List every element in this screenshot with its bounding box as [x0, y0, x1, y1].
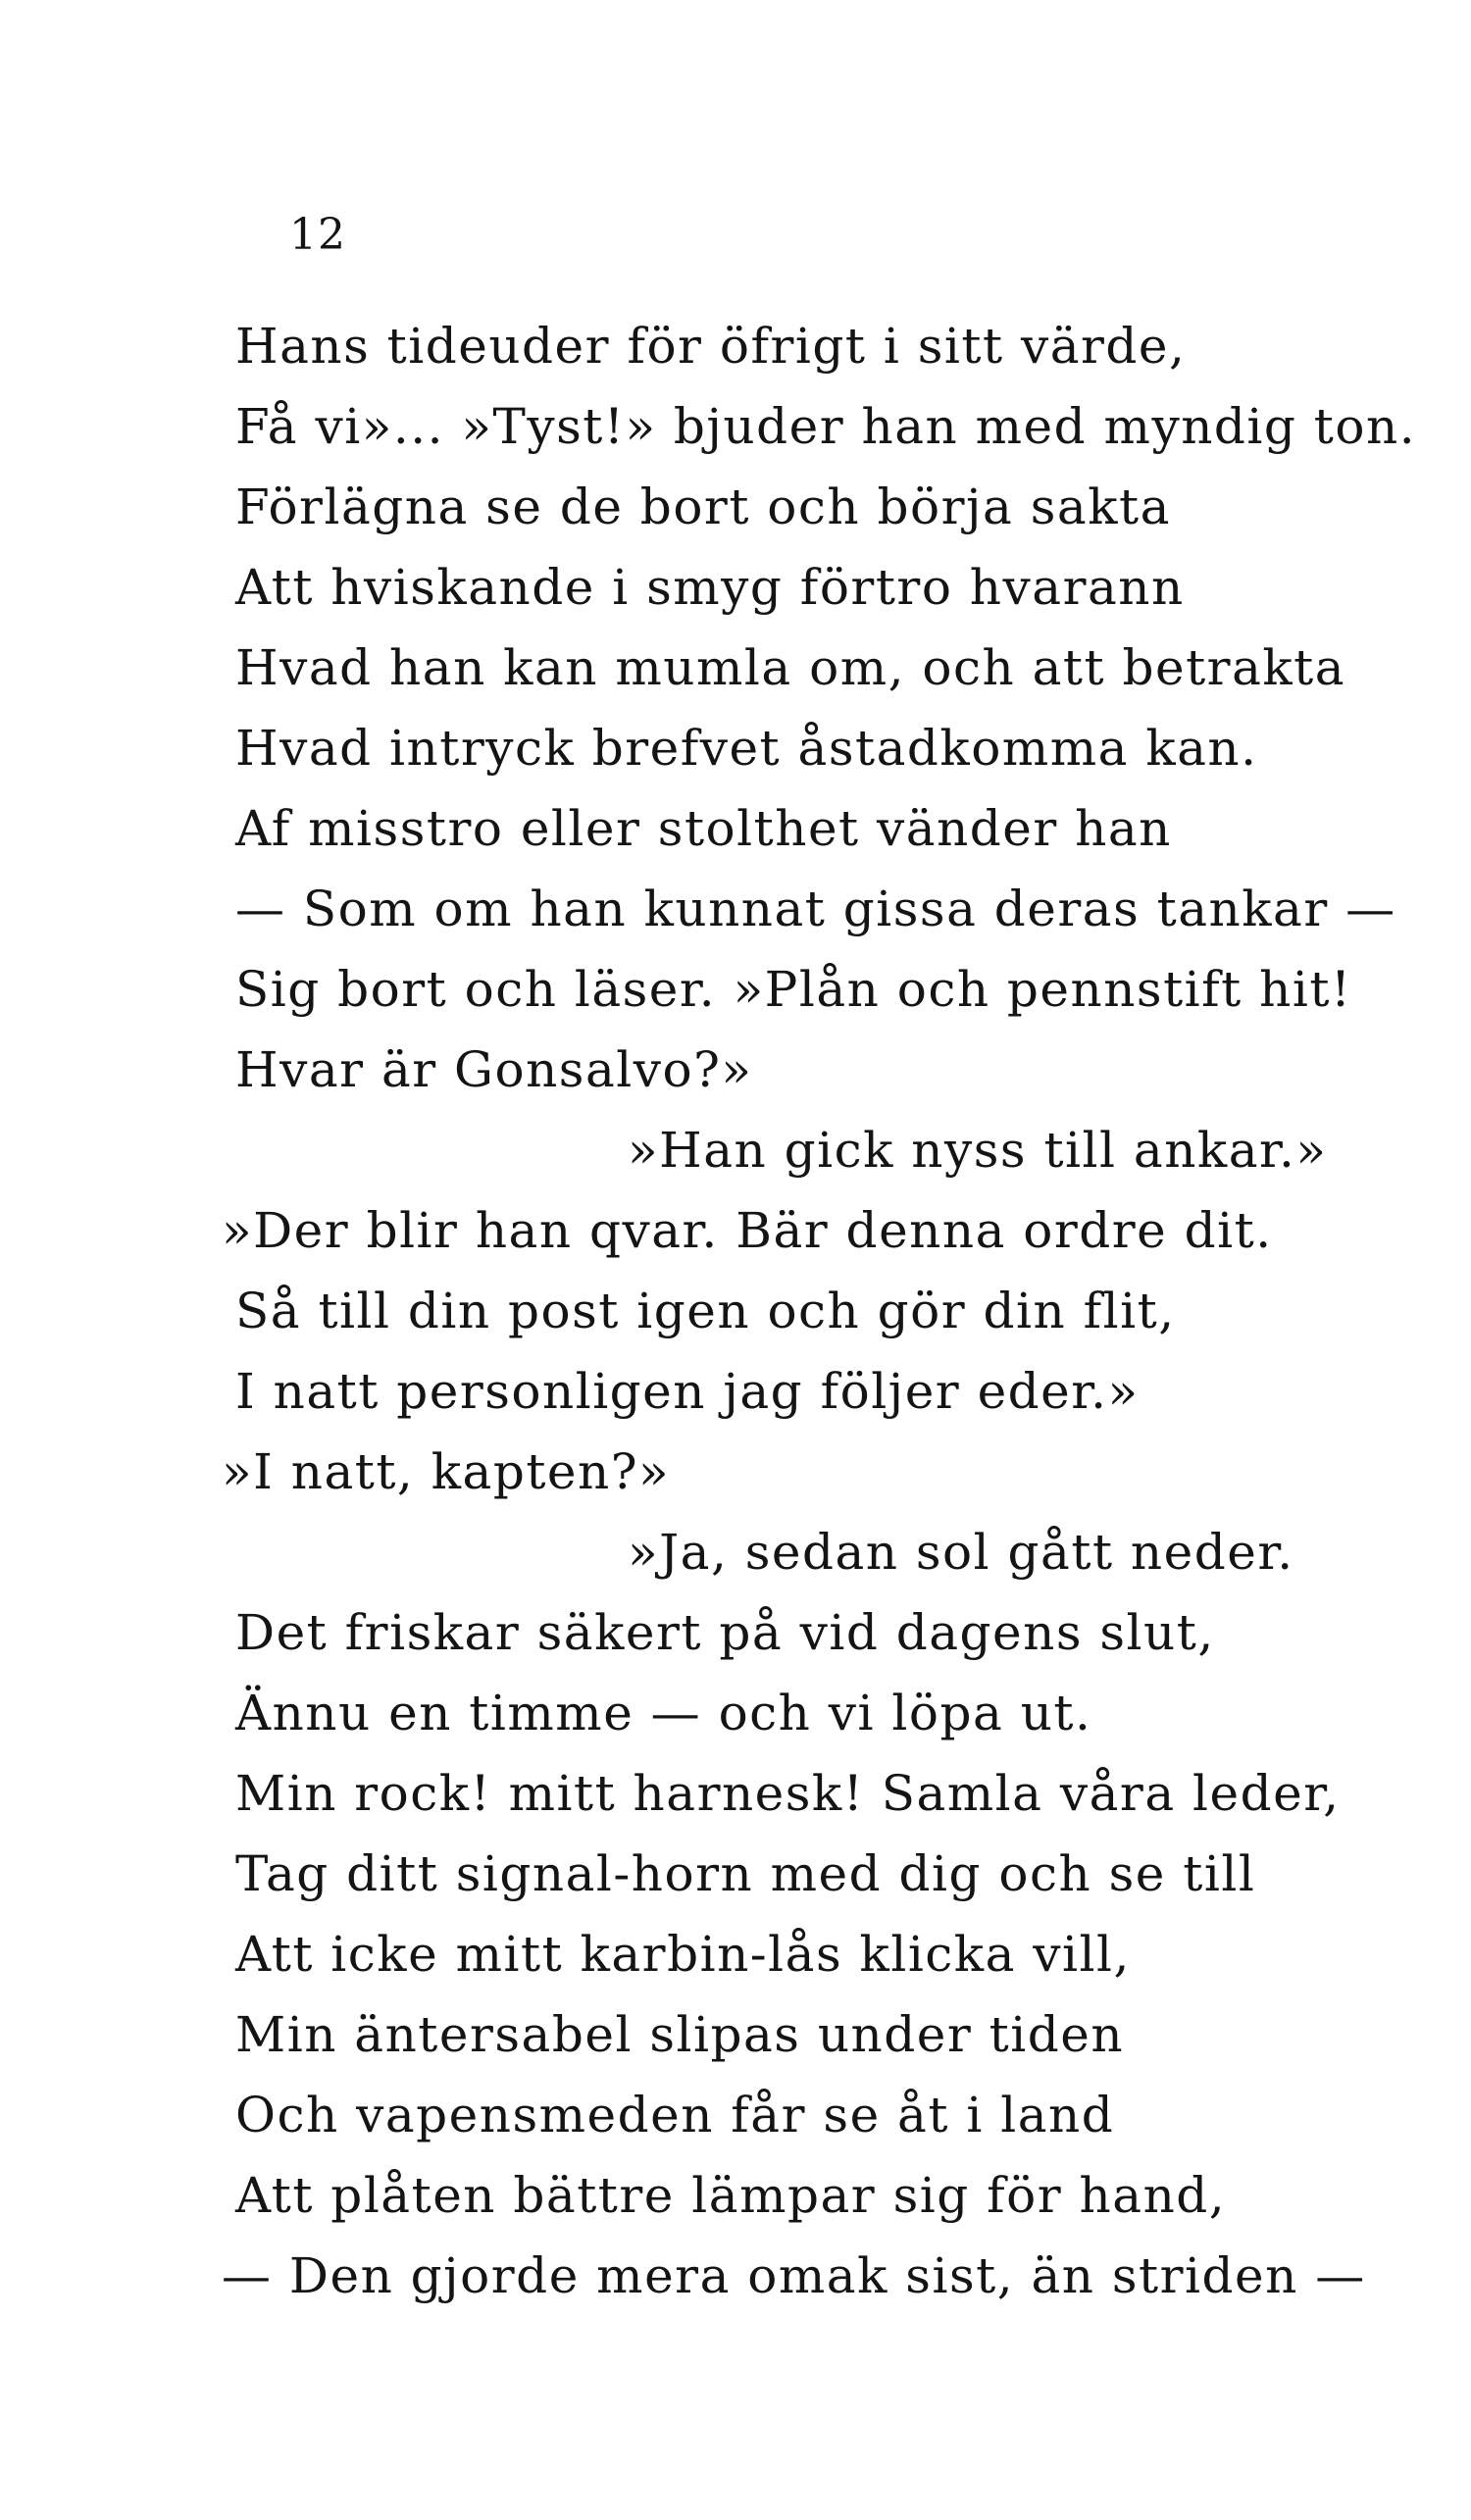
- verse-line-24: Att plåten bättre lämpar sig för hand,: [235, 2167, 1227, 2224]
- verse-line-4: Att hviskande i smyg förtro hvarann: [235, 559, 1185, 616]
- verse-line-10: Hvar är Gonsalvo?»: [235, 1041, 753, 1098]
- verse-line-15: »I natt, kapten?»: [222, 1443, 671, 1500]
- verse-line-8: — Som om han kunnat gissa deras tankar —: [235, 881, 1396, 937]
- verse-line-19: Min rock! mitt harnesk! Samla våra leder,: [235, 1765, 1341, 1822]
- verse-line-21: Att icke mitt karbin-lås klicka vill,: [235, 1926, 1131, 1983]
- verse-line-7: Af misstro eller stolthet vänder han: [235, 800, 1172, 857]
- verse-line-22: Min äntersabel slipas under tiden: [235, 2006, 1125, 2063]
- verse-line-14: I natt personligen jag följer eder.»: [235, 1363, 1140, 1420]
- verse-line-11: »Han gick nyss till ankar.»: [628, 1122, 1328, 1179]
- verse-line-5: Hvad han kan mumla om, och att betrakta: [235, 639, 1346, 696]
- verse-line-17: Det friskar säkert på vid dagens slut,: [235, 1604, 1215, 1661]
- verse-line-6: Hvad intryck brefvet åstadkomma kan.: [235, 720, 1258, 777]
- verse-line-12: »Der blir han qvar. Bär denna ordre dit.: [222, 1202, 1273, 1259]
- verse-line-3: Förlägna se de bort och börja sakta: [235, 479, 1171, 535]
- verse-line-16: »Ja, sedan sol gått neder.: [628, 1524, 1294, 1581]
- verse-line-13: Så till din post igen och gör din flit,: [235, 1283, 1176, 1339]
- verse-line-2: Få vi»... »Tyst!» bjuder han med myndig ton.: [235, 398, 1417, 455]
- verse-line-9: Sig bort och läser. »Plån och pennstift hit!: [235, 961, 1352, 1018]
- verse-line-25: — Den gjorde mera omak sist, än striden —: [222, 2247, 1366, 2304]
- verse-line-23: Och vapensmeden får se åt i land: [235, 2087, 1115, 2143]
- verse-line-18: Ännu en timme — och vi löpa ut.: [235, 1685, 1092, 1741]
- verse-line-1: Hans tideuder för öfrigt i sitt värde,: [235, 318, 1187, 375]
- verse-line-20: Tag ditt signal-horn med dig och se till: [235, 1845, 1256, 1902]
- page-number: 12: [289, 210, 346, 260]
